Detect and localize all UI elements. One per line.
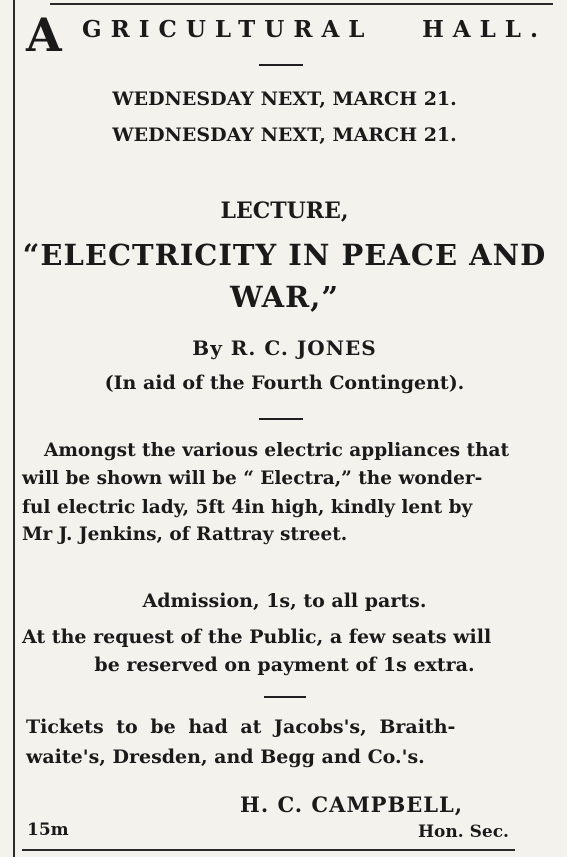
description-line: ful electric lady, 5ft 4in high, kindly lent by <box>22 497 473 518</box>
description-line: Amongst the various electric appliances that <box>44 440 510 461</box>
byline: By R. C. JONES <box>192 336 377 360</box>
reserved-line: At the request of the Public, a few seats will <box>22 626 492 648</box>
divider <box>259 64 303 66</box>
signature-title: Hon. Sec. <box>418 822 509 842</box>
top-border-rule <box>50 3 553 5</box>
lecture-title-line: WAR,” <box>229 280 340 314</box>
signature-name: H. C. CAMPBELL, <box>240 792 464 817</box>
title-initial: A <box>26 8 62 62</box>
reserved-line: be reserved on payment of 1s extra. <box>94 654 475 676</box>
description-line: Mr J. Jenkins, of Rattray street. <box>22 524 348 545</box>
lecture-label: LECTURE, <box>220 198 349 224</box>
divider <box>264 696 306 698</box>
tickets-line: Tickets to be had at Jacobs's, Braith- <box>26 716 456 738</box>
left-border-rule <box>13 0 15 857</box>
admission-line: Admission, 1s, to all parts. <box>142 590 427 612</box>
date-line: WEDNESDAY NEXT, MARCH 21. <box>112 124 457 146</box>
bottom-border-rule <box>22 849 515 851</box>
lecture-title-line: “ELECTRICITY IN PEACE AND <box>22 238 547 272</box>
title-rest: GRICULTURAL <box>82 16 374 43</box>
hall-title <box>22 8 547 62</box>
divider <box>259 418 303 420</box>
footer-code: 15m <box>27 820 69 840</box>
aid-note: (In aid of the Fourth Contingent). <box>104 372 465 394</box>
tickets-line: waite's, Dresden, and Begg and Co.'s. <box>26 746 425 768</box>
date-line: WEDNESDAY NEXT, MARCH 21. <box>112 88 457 110</box>
title-right: HALL. <box>422 16 547 43</box>
description-line: will be shown will be “ Electra,” the wonder- <box>22 468 483 489</box>
